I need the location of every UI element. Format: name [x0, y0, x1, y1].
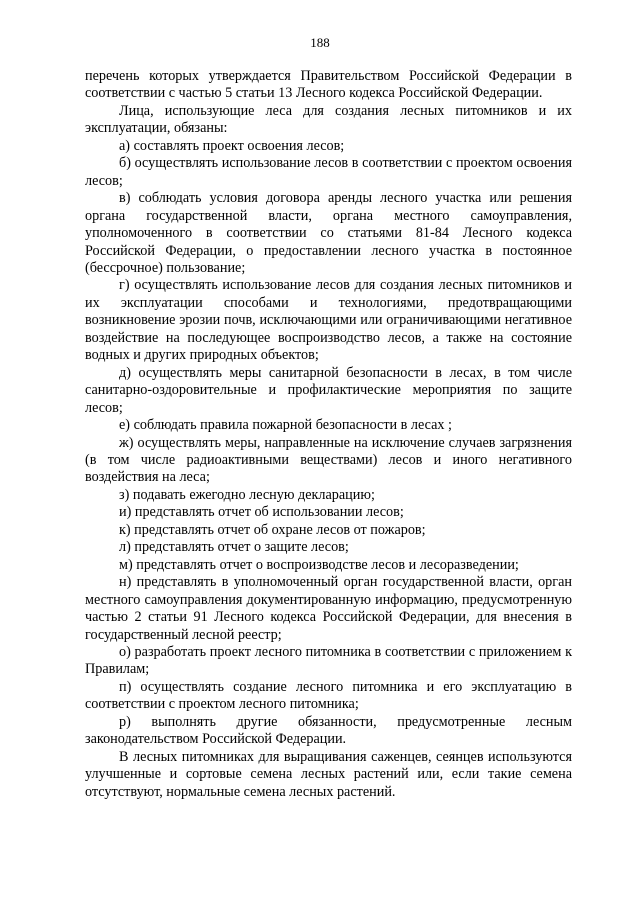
list-item-e: е) соблюдать правила пожарной безопасности в лесах ;: [119, 417, 453, 434]
list-item-z: з) подавать ежегодно лесную декларацию;: [119, 486, 375, 503]
list-item-m: м) представлять отчет о воспроизводстве лесов и лесоразведении;: [119, 556, 519, 573]
list-item-l: л) представлять отчет о защите лесов;: [119, 539, 349, 556]
paragraph-continuation: перечень которых утверждается Правительством Российской Федерации в соответствии с частью 5 статьи 13 Лесного кодекса Российской Федерации.: [85, 68, 572, 102]
list-item-b: б) осуществлять использование лесов в соответствии с проектом освоения лесов;: [85, 155, 572, 189]
list-item-r: р) выполнять другие обязанности, предусмотренные лесным законодательством Российской Федерации.: [85, 713, 572, 748]
list-item-a: а) составлять проект освоения лесов;: [119, 137, 345, 154]
paragraph-obligations-intro: Лица, использующие леса для создания лесных питомников и их эксплуатации, обязаны:: [85, 102, 572, 137]
list-item-d: д) осуществлять меры санитарной безопасности в лесах, в том числе санитарно-оздоровительные и профилактические мероприятия по защите лесов;: [85, 364, 572, 416]
list-item-n: н) представлять в уполномоченный орган государственной власти, орган местного самоуправления документированную информацию, предусмотренную частью 2 статьи 91 Лесного кодекса Российской Федерации, для внесения в государственный лесной реестр;: [85, 574, 572, 643]
list-item-g: г) осуществлять использование лесов для создания лесных питомников и их эксплуатации способами и технологиями, предотвращающими возникновение эрозии почв, исключающими или ограничивающими негативное воздействие на последующее воспроизводство лесов, а также на состояние водных и других природных объектов;: [85, 277, 572, 364]
document-body: [85, 68, 572, 801]
list-item-i: и) представлять отчет об использовании лесов;: [119, 504, 404, 521]
list-item-v: в) соблюдать условия договора аренды лесного участка или решения органа государственной власти, органа местного самоуправления, уполномоченного в соответствии со статьями 81-84 Лесного кодекса Российской Федерации, о предоставлении лесного участка в постоянное (бессрочное) пользование;: [85, 190, 572, 276]
list-item-zh: ж) осуществлять меры, направленные на исключение случаев загрязнения (в том числе радиоактивными веществами) лесов и иного негативного воздействия на леса;: [85, 434, 572, 486]
list-item-p: п) осуществлять создание лесного питомника и его эксплуатацию в соответствии с проектом лесного питомника;: [85, 678, 572, 713]
paragraph-seeds: В лесных питомниках для выращивания саженцев, сеянцев используются улучшенные и сортовые семена лесных растений или, если такие семена отсутствуют, нормальные семена лесных растений.: [85, 748, 572, 800]
list-item-k: к) представлять отчет об охране лесов от пожаров;: [119, 521, 426, 538]
list-item-o: о) разработать проект лесного питомника в соответствии с приложением к Правилам;: [85, 643, 572, 678]
page-number: 188: [310, 35, 330, 50]
